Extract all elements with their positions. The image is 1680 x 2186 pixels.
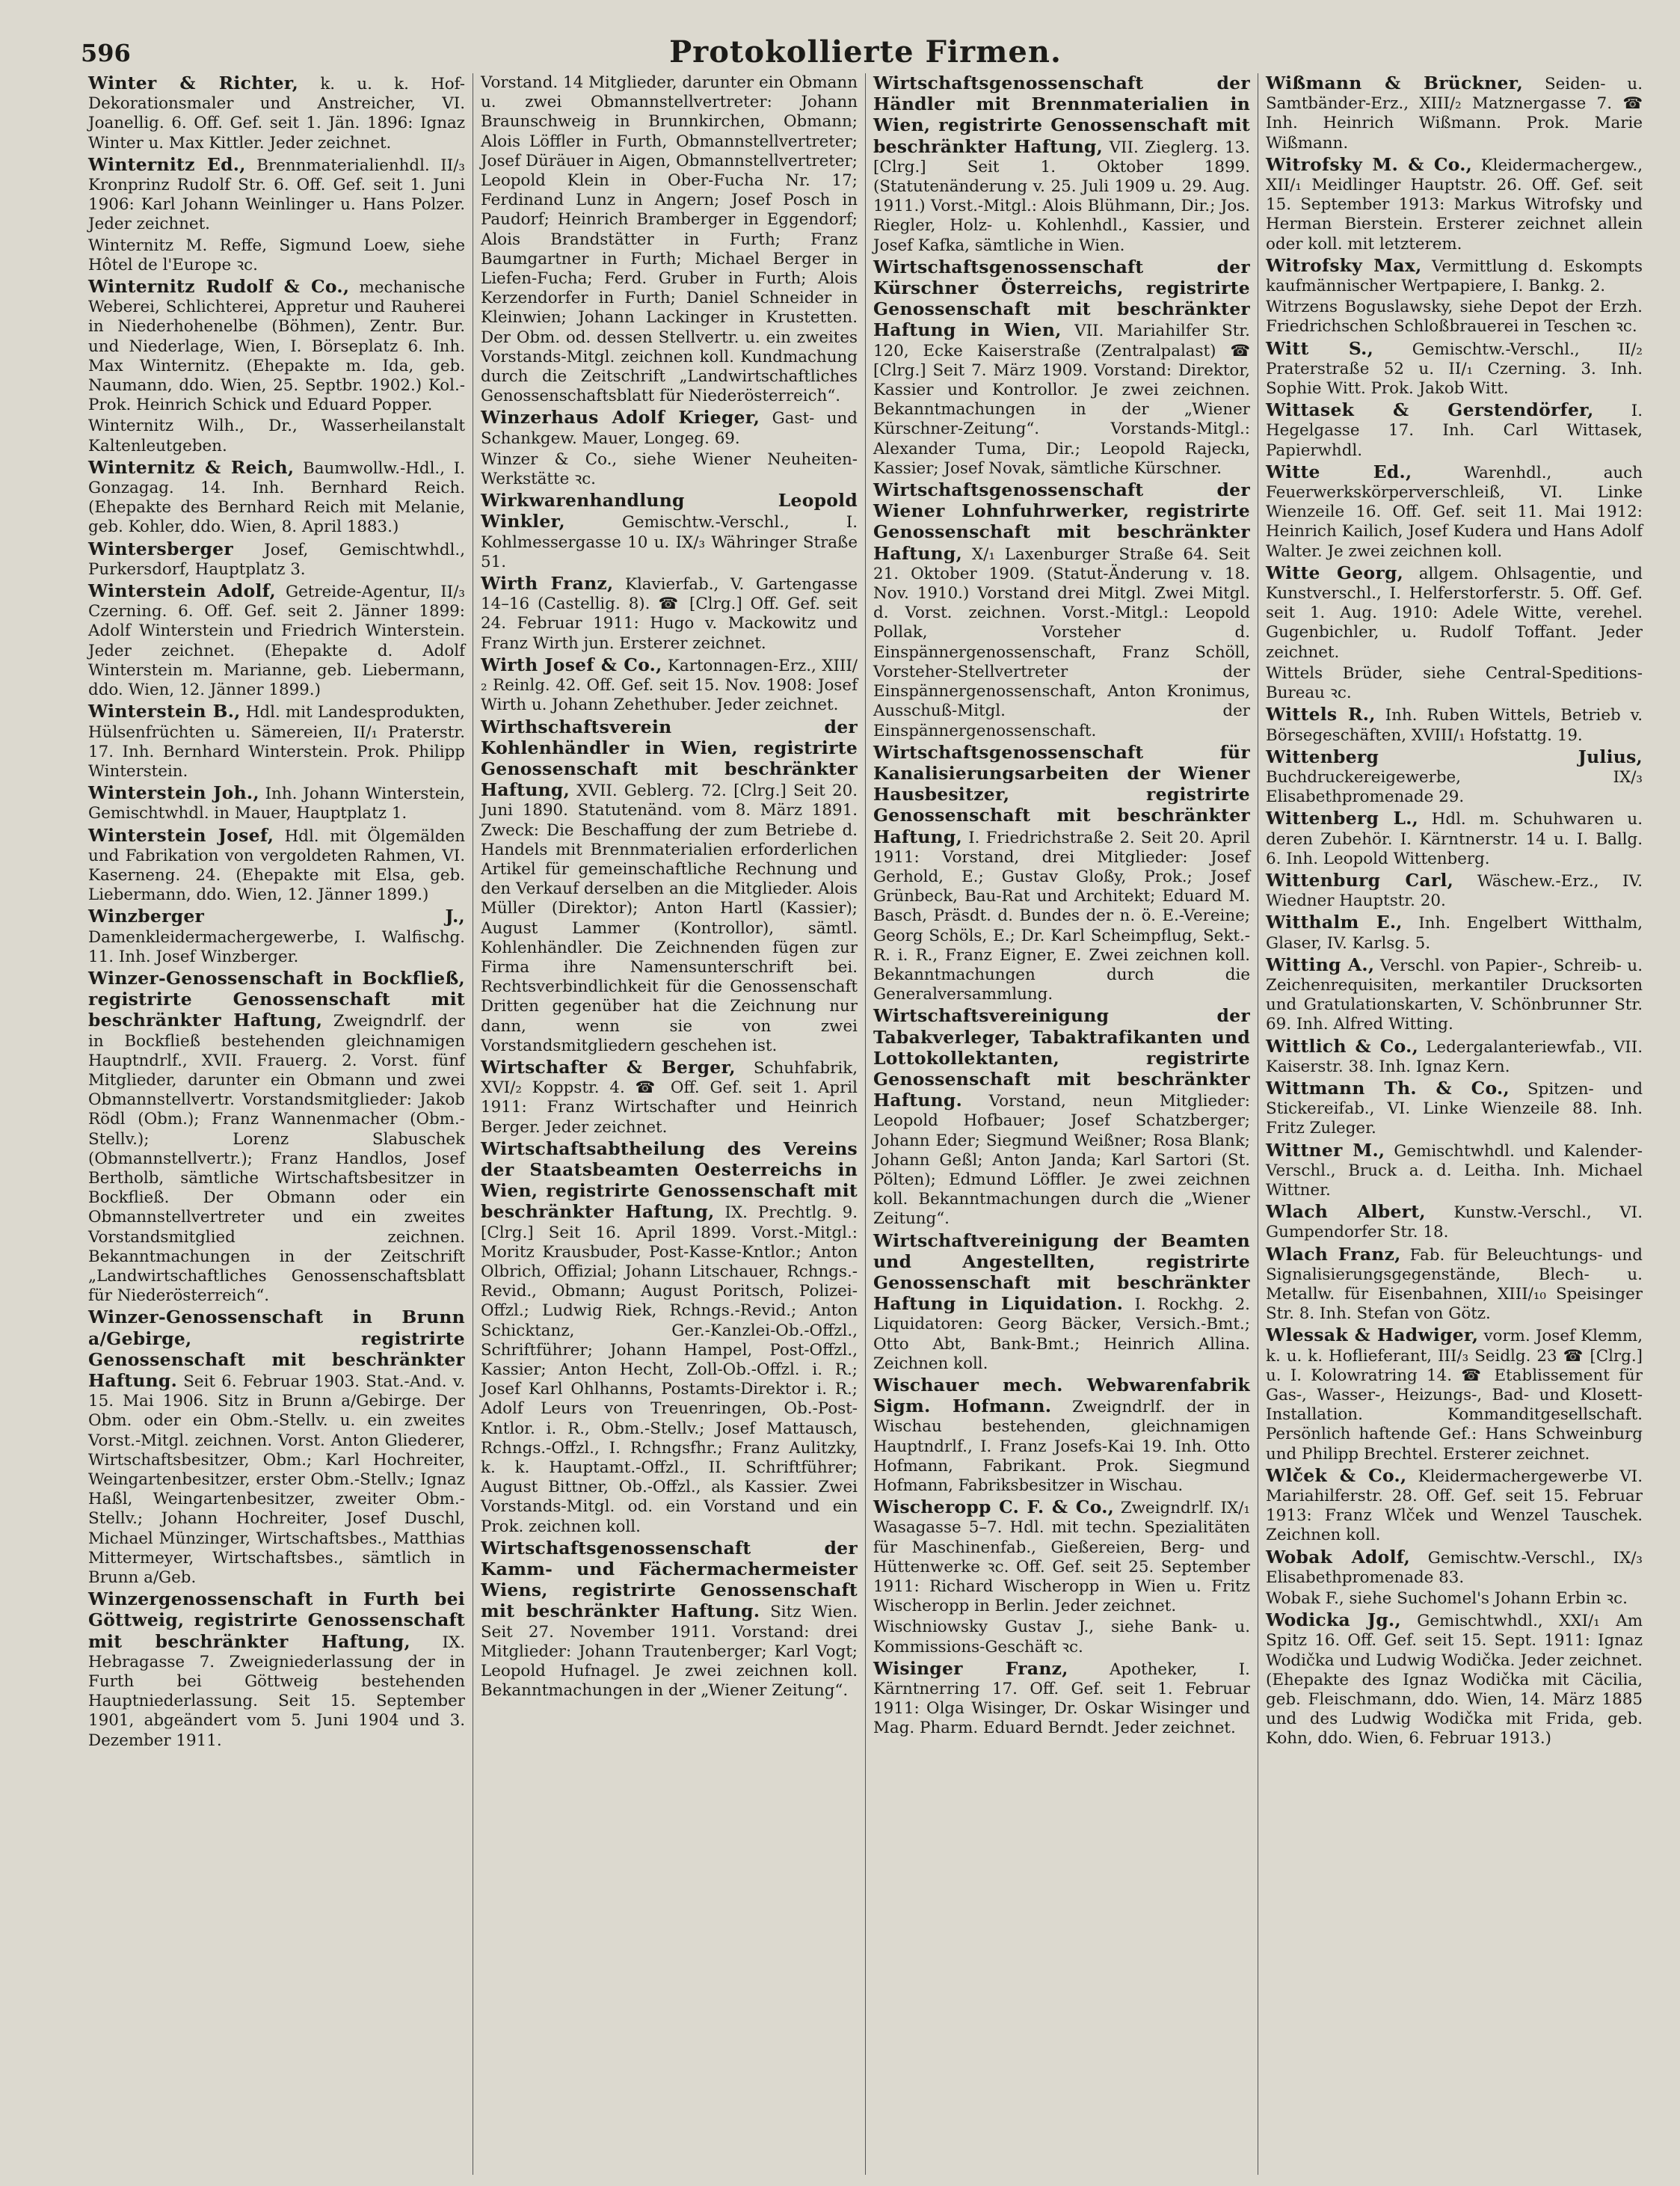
firm-name: Wirthschaftsverein der Kohlenhändler in Wien, registrirte Genossenschaft mit beschränkter Haftung, [481,716,858,801]
firm-details: Witrzens Boguslawsky, siehe Depot der Erzh. Friedrichschen Schloßbrauerei in Teschen ꝛc. [1266,298,1643,337]
firm-details: Winternitz Wilh., Dr., Wasserheilanstalt Kaltenleutgeben. [88,417,465,455]
firm-name: Wirtschaftvereinigung der Beamten und Angestellten, registrirte Genossenschaft mit beschränkter Haftung in Liquidation. [873,1229,1250,1315]
firm-name: Wittmann Th. & Co., [1266,1077,1510,1099]
firm-entry [1266,1466,1643,1546]
column-2 [473,73,866,2175]
firm-name: Winzer-Genossenschaft in Bockfließ, registrirte Genossenschaft mit beschränkter Haftung, [88,967,465,1031]
firm-name: Wlach Albert, [1266,1201,1426,1223]
firm-details: k. u. k. Hof-Dekorationsmaler und Anstreicher, VI. Joanellig. 6. Off. Gef. seit 1. Jän. 1896: Ignaz Winter u. Max Kittler. Jeder zeichnet. [88,75,465,153]
column-3 [866,73,1258,2175]
firm-details: Kunstw.-Verschl., VI. Gumpendorfer Str. 18. [1266,1203,1643,1242]
firm-entry [481,1057,858,1137]
firm-entry [88,417,465,455]
firm-entry [88,968,465,1306]
firm-name: Wirtschaftsgenossenschaft der Kürschner Österreichs, registrirte Genossenschaft mit beschränkter Haftung in Wien, [873,256,1250,341]
firm-entry [481,655,858,716]
firm-entry [1266,400,1643,461]
firm-details: I. Rockhg. 2. Liquidatoren: Georg Bäcker, Versich.-Bmt.; Otto Abt, Bank-Bmt.; Heinrich Allina. Zeichnen koll. [873,1295,1250,1373]
firm-name: Wirtschaftsgenossenschaft der Kamm- und Fächermachermeister Wiens, registrirte Genossenschaft mit beschränkter Haftung. [481,1537,858,1622]
running-title: Protokollierte Firmen. [669,34,1062,70]
firm-entry [1266,1325,1643,1464]
firm-entry [88,1307,465,1588]
firm-details: Inh. Ruben Wittels, Betrieb v. Börsegeschäften, XVIII/₁ Hofstattg. 19. [1266,706,1643,745]
firm-name: Wittels R., [1266,704,1376,725]
firm-details: mechanische Weberei, Schlichterei, Appretur und Rauherei in Niederhohenelbe (Böhmen), Zentr. Bur. und Niederlage, Wien, I. Börseplatz 6. Inh. Max Winternitz. (Ehepakte m. Ida, geb. Naumann, ddo. Wien, 25. Septbr. 1902.) Kol.-Prok. Heinrich Schick und Eduard Popper. [88,278,465,415]
firm-details: Josef, Gemischtwhdl., Purkersdorf, Hauptplatz 3. [88,540,465,579]
firm-details: Kleidermachergewerbe VI. Mariahilferstr. 28. Off. Gef. seit 15. Februar 1913: Franz Wlček und Wenzel Tauschek. Zeichnen koll. [1266,1467,1643,1545]
firm-entry [1266,664,1643,703]
firm-entry [1266,1547,1643,1588]
firm-details: Seiden- u. Samtbänder-Erz., XIII/₂ Matznergasse 7. ☎ Inh. Heinrich Wißmann. Prok. Marie Wißmann. [1266,75,1643,153]
firm-name: Wintersberger [88,538,233,559]
firm-name: Wobak Adolf, [1266,1546,1411,1568]
firm-name: Witthalm E., [1266,912,1403,933]
firm-entry [88,701,465,782]
firm-entry [1266,1202,1643,1242]
firm-name: Wirtschafter & Berger, [481,1056,736,1078]
firm-details: Hdl. mit Landesprodukten, Hülsenfrüchten u. Sämereien, II/₁ Praterstr. 17. Inh. Bernhard Winterstein. Prok. Philipp Winterstein. [88,703,465,781]
firm-entry [1266,1140,1643,1201]
firm-details: Kartonnagen-Erz., XIII/₂ Reinlg. 42. Off. Gef. seit 15. Nov. 1908: Josef Wirth u. Johann Zehethuber. Jeder zeichnet. [481,656,858,715]
firm-entry [88,277,465,415]
firm-entry [481,491,858,572]
firm-entry [88,539,465,580]
firm-entry [1266,808,1643,869]
firm-details: Brennmaterialienhdl. II/₃ Kronprinz Rudolf Str. 6. Off. Gef. seit 1. Juni 1906: Karl Johann Weinlinger u. Hans Polzer. Jeder zeichnet. [88,156,465,234]
firm-entry [88,155,465,235]
firm-name: Wlach Franz, [1266,1243,1401,1265]
firm-name: Wittenburg Carl, [1266,869,1454,891]
firm-name: Wirtschaftsabtheilung des Vereins der Staatsbeamten Oesterreichs in Wien, registrirte Genossenschaft mit beschränkter Haftung, [481,1137,858,1223]
firm-name: Witrofsky M. & Co., [1266,153,1473,175]
firm-name: Winzberger J., [88,906,465,927]
firm-entry [481,717,858,1056]
firm-entry [1266,155,1643,254]
firm-name: Wirtschaftsgenossenschaft der Wiener Lohnfuhrwerker, registrirte Genossenschaft mit beschränkter Haftung, [873,479,1250,564]
firm-entry [1266,73,1643,153]
firm-name: Wittner M., [1266,1139,1385,1161]
firm-entry [1266,955,1643,1035]
firm-name: Wodicka Jg., [1266,1609,1401,1631]
firm-name: Winterstein B., [88,701,241,722]
firm-name: Witte Ed., [1266,461,1412,482]
firm-name: Witting A., [1266,954,1375,975]
firm-name: Winzerhaus Adolf Krieger, [481,407,760,429]
firm-entry [1266,298,1643,337]
firm-details: VII. Mariahilfer Str. 120, Ecke Kaiserstraße (Zentralpalast) ☎ [Clrg.] Seit 7. März 1909. Vorstand: Direktor, Kassier und Kontrollor. Je zwei zeichnen. Bekanntmachungen in der „Wiener Kürschner-Zeitung“. Vorstands-Mitgl.: Alexander Tuma, Dir.; Leopold Rajeckı, Kassier; Josef Novak, sämtliche Kürschner. [873,322,1250,478]
firm-entry [1266,1037,1643,1077]
firm-entry [1266,462,1643,562]
firm-name: Wittlich & Co., [1266,1035,1419,1057]
firm-name: Wirth Josef & Co., [481,654,662,675]
firm-name: Winzergenossenschaft in Furth bei Göttweig, registrirte Genossenschaft mit beschränkter Haftung, [88,1588,465,1652]
page-header [81,28,1650,73]
firm-entry [88,826,465,906]
firm-name: Winzer-Genossenschaft in Brunn a/Gebirge, registrirte Genossenschaft mit beschränkter Haftung. [88,1307,465,1391]
firm-details: Winzer & Co., siehe Wiener Neuheiten-Werkstätte ꝛc. [481,449,858,489]
firm-entry [88,236,465,275]
firm-name: Wischauer mech. Webwarenfabrik Sigm. Hofmann. [873,1375,1250,1417]
firm-entry [481,408,858,448]
firm-details: Wittels Brüder, siehe Central-Speditions-Bureau ꝛc. [1266,663,1643,703]
firm-details: Apotheker, I. Kärntnerring 17. Off. Gef. seit 1. Februar 1911: Olga Wisinger, Dr. Oskar Wisinger und Mag. Pharm. Eduard Berndt. Jeder zeichnet. [873,1660,1250,1738]
firm-details: Inh. Engelbert Witthalm, Glaser, IV. Karlsg. 5. [1266,914,1643,953]
firm-name: Winternitz Rudolf & Co., [88,276,350,298]
firm-entry [873,480,1250,741]
firm-details: XVII. Geblerg. 72. [Clrg.] Seit 20. Juni 1890. Statutenänd. vom 8. März 1891. Zweck: Die Beschaffung der zum Betriebe d. Handels mit Brennmaterialien erforderlichen Artikel für gemeinschaftliche Rechnung und den Verkauf derselben an die Mitglieder. Alois Müller (Direktor); Anton Hartl (Kassier); August Lammer (Kontrollor), sämtl. Kohlenhändler. Die Zeichnenden fügen zur Firma ihre Namensunterschrift bei. Rechtsverbindlichkeit für die Genossenschaft Dritten gegenüber hat die Zeichnung nur dann, wenn sie von zwei Vorstandsmitgliedern geschehen ist. [481,782,858,1055]
firm-details: Gemischtw.-Verschl., IX/₃ Elisabethpromenade 83. [1266,1548,1643,1587]
firm-name: Witte Georg, [1266,562,1404,583]
firm-entry [1266,1078,1643,1139]
column-1 [81,73,473,2175]
firm-entry [873,1375,1250,1496]
firm-details: Wobak F., siehe Suchomel's Johann Erbin ꝛc. [1266,1589,1628,1609]
firm-details: Vorstand. 14 Mitglieder, darunter ein Obmann u. zwei Obmannstellvertreter: Johann Braunschweig in Brunnkirchen, Obmann; Alois Löffler in Furth, Obmannstellvertreter; Josef Düräuer in Aigen, Obmannstellvertreter; Leopold Klein in Ober-Fucha Nr. 17; Ferdinand Lunz in Angern; Josef Posch in Paudorf; Heinrich Bramberger in Eggendorf; Alois Brandstätter in Furth; Franz Baumgartner in Furth; Michael Berger in Liefen-Fucha; Ferd. Gruber in Furth; Alois Kerzendorfer in Furth; Daniel Schneider in Kleinwien; Johann Lackinger in Krustetten. Der Obm. od. dessen Stellvertr. u. ein zweites Vorstands-Mitgl. zeichnen koll. Kundmachung durch die Zeitschrift „Landwirtschaftliches Genossenschaftsblatt für Niederösterreich“. [481,73,858,406]
firm-name: Winternitz & Reich, [88,456,295,478]
firm-entry [1266,339,1643,399]
firm-details: Baumwollw.-Hdl., I. Gonzagag. 14. Inh. Bernhard Reich. (Ehepakte des Bernhard Reich mit Melanie, geb. Kohler, ddo. Wien, 8. April 1883.) [88,458,465,537]
column-4 [1258,73,1650,2175]
firm-details: Damenkleidermachergewerbe, I. Walfischg. 11. Inh. Josef Winzberger. [88,927,465,966]
firm-name: Wittasek & Gerstendörfer, [1266,399,1594,421]
firm-name: Wlessak & Hadwiger, [1266,1324,1479,1346]
firm-entry [88,1589,465,1751]
firm-details: Winternitz M. Reffe, Sigmund Loew, siehe Hôtel de l'Europe ꝛc. [88,236,465,274]
firm-entry [873,1006,1250,1229]
firm-name: Wirth Franz, [481,573,614,595]
firm-entry [1266,747,1643,808]
firm-details: Wäschew.-Erz., IV. Wiedner Hauptstr. 20. [1266,871,1643,911]
firm-entry [873,257,1250,479]
firm-entry [1266,871,1643,911]
firm-details: Vermittlung d. Eskompts kaufmännischer Wertpapiere, I. Bankg. 2. [1266,257,1643,296]
firm-details: IX. Prechtlg. 9. [Clrg.] Seit 16. April 1899. Vorst.-Mitgl.: Moritz Krausbuder, Post-Kasse-Kntlor.; Anton Olbrich, Offizial; Johann Litschauer, Rchngs.-Revid., Obmann; August Poritsch, Polizei-Offzl.; Ludwig Riek, Rchngs.-Revid.; Anton Schicktanz, Ger.-Kanzlei-Ob.-Offzl., Schriftführer; Johann Hampel, Post-Offzl., Kassier; Anton Hecht, Zoll-Ob.-Offzl. i. R.; Josef Karl Ohlhanns, Postamts-Direktor i. R.; Adolf Leurs von Treuenringen, Ob.-Post-Kntlor. i. R., Obm.-Stellv.; Josef Mattausch, Rchngs.-Offzl., I. Rchngsfhr.; Franz Aulitzky, k. k. Hauptamt.-Offzl., II. Schriftführer; August Bittner, Ob.-Offzl., als Kassier. Zwei Vorstands-Mitgl. od. ein Vorstand und ein Prok. zeichnen koll. [481,1203,858,1536]
firm-name: Winter & Richter, [88,73,299,93]
firm-name: Wittenberg Julius, [1266,746,1643,767]
firm-name: Winterstein Joh., [88,782,259,804]
firm-name: Witrofsky Max, [1266,254,1422,276]
firm-entry [1266,1610,1643,1749]
firm-name: Winterstein Adolf, [88,580,276,602]
firm-details: Klavierfab., V. Gartengasse 14–16 (Castellig. 8). ☎ [Clrg.] Off. Gef. seit 24. Februar 1911: Hugo v. Mackowitz und Franz Wirth jun. Ersterer zeichnet. [481,575,858,653]
firm-name: Wirtschaftsvereinigung der Tabakverleger, Tabaktrafikanten und Lottokollektanten, registrirte Genossenschaft mit beschränkter Haftung. [873,1005,1250,1111]
firm-entry [481,574,858,654]
firm-details: Seit 6. Februar 1903. Stat.-And. v. 15. Mai 1906. Sitz in Brunn a/Gebirge. Der Obm. oder ein Obm.-Stellv. u. ein zweites Vorst.-Mitgl. zeichnen. Vorst. Anton Gliederer, Wirtschaftsbesitzer, Obm.; Karl Hochreiter, Weingartenbesitzer, erster Obm.-Stellv.; Ignaz Haßl, Weingartenbesitzer, zweiter Obm.-Stellv.; Johann Hochreiter, Josef Duschl, Michael Münzinger, Wirtschaftsbes., Matthias Mittermeyer, Wirtschaftsbes., sämtlich in Brunn a/Geb. [88,1372,465,1588]
firm-details: Vorstand, neun Mitglieder: Leopold Hofbauer; Josef Schatzberger; Johann Eder; Siegmund Weißner; Rosa Blank; Johann Geßl; Anton Janda; Karl Sartori (St. Pölten); Edmund Löffler. Je zwei zeichnen koll. Bekanntmachungen durch die „Wiener Zeitung“. [873,1092,1250,1229]
firm-entry [1266,256,1643,296]
firm-name: Winternitz Ed., [88,153,246,175]
firm-details: VII. Zieglerg. 13. [Clrg.] Seit 1. Oktober 1899. (Statutenänderung v. 25. Juli 1909 u. 29. Aug. 1911.) Vorst.-Mitgl.: Alois Blühmann, Dir.; Jos. Riegler, Holz- u. Kohlenhdl., Kassier, und Josef Kafka, sämtliche in Wien. [873,138,1251,255]
firm-entry [873,1231,1250,1374]
firm-entry [1266,912,1643,953]
firm-details: I. Friedrichstraße 2. Seit 20. April 1911: Vorstand, drei Mitglieder: Josef Gerhold, E.; Gustav Gloßy, Prok.; Josef Grünbeck, Bau-Rat und Architekt; Eduard M. Basch, Präsdt. d. Bundes der n. ö. E.-Vereine; Georg Schöls, E.; Dr. Karl Scheimpflug, Sekt.-R. i. R., Franz Eigner, E. Zwei zeichnen koll. Bekanntmachungen durch die Generalversammlung. [873,828,1250,1004]
firm-entry [873,1497,1250,1616]
firm-details: allgem. Ohlsagentie, und Kunstverschl., I. Helferstorferstr. 5. Off. Gef. seit 1. Aug. 1910: Adele Witte, verehel. Gugenbichler, u. Rudolf Toffant. Jeder zeichnet. [1266,564,1643,662]
firm-name: Wittenberg L., [1266,808,1419,829]
firm-entry [873,1659,1250,1739]
firm-details: Gemischtw.-Verschl., II/₂ Praterstraße 52 u. II/₁ Czerning. 3. Inh. Sophie Witt. Prok. Jakob Witt. [1266,340,1643,399]
firm-entry [481,450,858,489]
firm-name: Wirtschaftsgenossenschaft der Händler mit Brennmaterialien in Wien, registrirte Genossenschaft mit beschränkter Haftung, [873,73,1250,157]
firm-details: Gemischtwhdl., XXI/₁ Am Spitz 16. Off. Gef. seit 15. Sept. 1911: Ignaz Wodička und Ludwig Wodička. Jeder zeichnet. (Ehepakte des Ignaz Wodička mit Cäcilia, geb. Fleischmann, ddo. Wien, 14. März 1885 und des Ludwig Wodička mit Frida, geb. Kohn, ddo. Wien, 6. Februar 1913.) [1266,1612,1643,1749]
firm-details: X/₁ Laxenburger Straße 64. Seit 21. Oktober 1909. (Statut-Änderung v. 18. Nov. 1910.) Vorstand drei Mitgl. Zwei Mitgl. d. Vorst. zeichnen. Vorst.-Mitgl.: Leopold Pollak, Vorsteher d. Einspännergenossenschaft, Franz Schöll, Vorsteher-Stellvertreter der Einspännergenossenschaft, Anton Kronimus, Ausschuß-Mitgl. der Einspännergenossenschaft. [873,544,1250,740]
firm-details: Ledergalanteriewfab., VII. Kaiserstr. 38. Inh. Ignaz Kern. [1266,1037,1643,1076]
firm-details: Hdl. m. Schuhwaren u. deren Zubehör. I. Kärntnerstr. 14 u. I. Ballg. 6. Inh. Leopold Wittenberg. [1266,810,1643,868]
firm-details: Gast- und Schankgew. Mauer, Longeg. 69. [481,409,858,448]
firm-name: Wisinger Franz, [873,1657,1068,1679]
firm-name: Witt S., [1266,337,1374,359]
firm-entry [1266,704,1643,745]
firm-details: Gemischtwhdl. und Kalender-Verschl., Bruck a. d. Leitha. Inh. Michael Wittner. [1266,1141,1643,1200]
firm-entry [873,1618,1250,1657]
firm-details: Hdl. mit Ölgemälden und Fabrikation von vergoldeten Rahmen, VI. Kaserneng. 24. (Ehepakte mit Elsa, geb. Liebermann, ddo. Wien, 12. Jänner 1899.) [88,826,465,905]
firm-entry [88,906,465,967]
firm-entry [1266,1244,1643,1324]
firm-details: Fab. für Beleuchtungs- und Signalisierungsgegenstände, Blech- u. Metallw. für Eisenbahnen, XIII/₁₀ Speisinger Str. 8. Inh. Stefan von Götz. [1266,1245,1643,1324]
firm-details: Verschl. von Papier-, Schreib- u. Zeichenrequisiten, merkantiler Drucksorten und Gratulationskarten, V. Schönbrunner Str. 69. Inh. Alfred Witting. [1266,956,1643,1034]
firm-details: Gemischtw.-Verschl., I. Kohlmessergasse 10 u. IX/₃ Währinger Straße 51. [481,513,858,571]
firm-details: Sitz Wien. Seit 27. November 1911. Vorstand: drei Mitglieder: Johann Trautenberger; Karl Vogt; Leopold Hufnagel. Je zwei zeichnen koll. Bekanntmachungen in der „Wiener Zeitung“. [481,1603,858,1701]
firm-name: Wlček & Co., [1266,1464,1407,1486]
firm-entry [481,1139,858,1537]
firm-details: Zweigndrlf. der in Wischau bestehenden, gleichnamigen Hauptndrlf., I. Franz Josefs-Kai 19. Inh. Otto Hofmann, Fabrikant. Prok. Siegmund Hofmann, Fabriksbesitzer in Wischau. [873,1398,1250,1496]
firm-details: I. Hegelgasse 17. Inh. Carl Wittasek, Papierwhdl. [1266,402,1643,460]
firm-entry [88,458,465,538]
firm-entry [873,743,1250,1005]
firm-entry [1266,1589,1643,1609]
columns [81,73,1650,2175]
firm-name: Winterstein Josef, [88,824,274,846]
firm-details: vorm. Josef Klemm, k. u. k. Hoflieferant, III/₃ Seidlg. 23 ☎ [Clrg.] u. I. Kolowratring 14. ☎ Etablissement für Gas-, Wasser-, Heizungs-, Bad- und Klosett-Installation. Kommanditgesellschaft. Persönlich haftende Gef.: Hans Schweinburg und Philipp Brechtel. Ersterer zeichnet. [1266,1327,1643,1464]
firm-entry [873,73,1250,256]
firm-entry [1266,563,1643,663]
firm-details: Getreide-Agentur, II/₃ Czerning. 6. Off. Gef. seit 2. Jänner 1899: Adolf Winterstein und Friedrich Winterstein. Jeder zeichnet. (Ehepakte d. Adolf Winterstein m. Marianne, geb. Liebermann, ddo. Wien, 12. Jänner 1899.) [88,583,465,700]
firm-name: Wirkwarenhandlung Leopold Winkler, [481,490,858,532]
firm-details: Zweigndrlf. der in Bockfließ bestehenden gleichnamigen Hauptndrlf., XVII. Frauerg. 2. Vorst. fünf Mitglieder, darunter ein Obmann und zwei Obmannstellvertr. Vorstandsmitglieder: Jakob Rödl (Obm.); Franz Wannenmacher (Obm.-Stellv.); Lorenz Slabuschek (Obmannstellvertr.); Franz Handlos, Josef Bertholb, sämtliche Wirtschaftsbesitzer in Bockfließ. Der Obmann oder ein Obmannstellvertreter und ein zweites Vorstandsmitglied zeichnen. Bekanntmachungen in der Zeitschrift „Landwirtschaftliches Genossenschaftsblatt für Niederösterreich“. [88,1012,465,1306]
firm-name: Wirtschaftsgenossenschaft für Kanalisierungsarbeiten der Wiener Hausbesitzer, registrirte Genossenschaft mit beschränkter Haftung, [873,741,1250,847]
firm-name: Wißmann & Brückner, [1266,73,1524,93]
firm-name: Wischeropp C. F. & Co., [873,1496,1115,1518]
firm-entry [88,73,465,153]
firm-entry [88,581,465,700]
firm-details: Zweigndrlf. IX/₁ Wasagasse 5–7. Hdl. mit techn. Spezialitäten für Maschinenfab., Gießereien, Berg- und Hüttenwerke ꝛc. Off. Gef. seit 25. September 1911: Richard Wischeropp in Wien u. Fritz Wischeropp in Berlin. Jeder zeichnet. [873,1499,1250,1616]
firm-details: Kleidermachergew., XII/₁ Meidlinger Hauptstr. 26. Off. Gef. seit 15. September 1913: Markus Witrofsky und Herman Bierstein. Ersterer zeichnet allein oder koll. mit letzterem. [1266,156,1643,254]
firm-details: IX. Hebragasse 7. Zweigniederlassung der in Furth bei Göttweig bestehenden Hauptniederlassung. Seit 15. September 1901, abgeändert vom 5. Juni 1904 und 3. Dezember 1911. [88,1633,466,1750]
firm-entry [481,73,858,406]
firm-entry [481,1538,858,1701]
firm-details: Buchdruckereigewerbe, IX/₃ Elisabethpromenade 29. [1266,767,1643,807]
firm-details: Inh. Johann Winterstein, Gemischtwhdl. in Mauer, Hauptplatz 1. [88,785,465,823]
page-number: 596 [81,39,131,67]
firm-details: Spitzen- und Stickereifab., VI. Linke Wienzeile 88. Inh. Fritz Zuleger. [1266,1079,1643,1138]
firm-details: Wischniowsky Gustav J., siehe Bank- u. Kommissions-Geschäft ꝛc. [873,1618,1250,1657]
firm-entry [88,783,465,823]
firm-details: Warenhdl., auch Feuerwerkskörperverschleiß, VI. Linke Wienzeile 16. Off. Gef. seit 11. Mai 1912: Heinrich Kailich, Josef Kudera und Hans Adolf Walter. Je zwei zeichnen koll. [1266,463,1643,561]
firm-details: Schuhfabrik, XVI/₂ Koppstr. 4. ☎ Off. Gef. seit 1. April 1911: Franz Wirtschafter und Heinrich Berger. Jeder zeichnet. [481,1058,858,1137]
